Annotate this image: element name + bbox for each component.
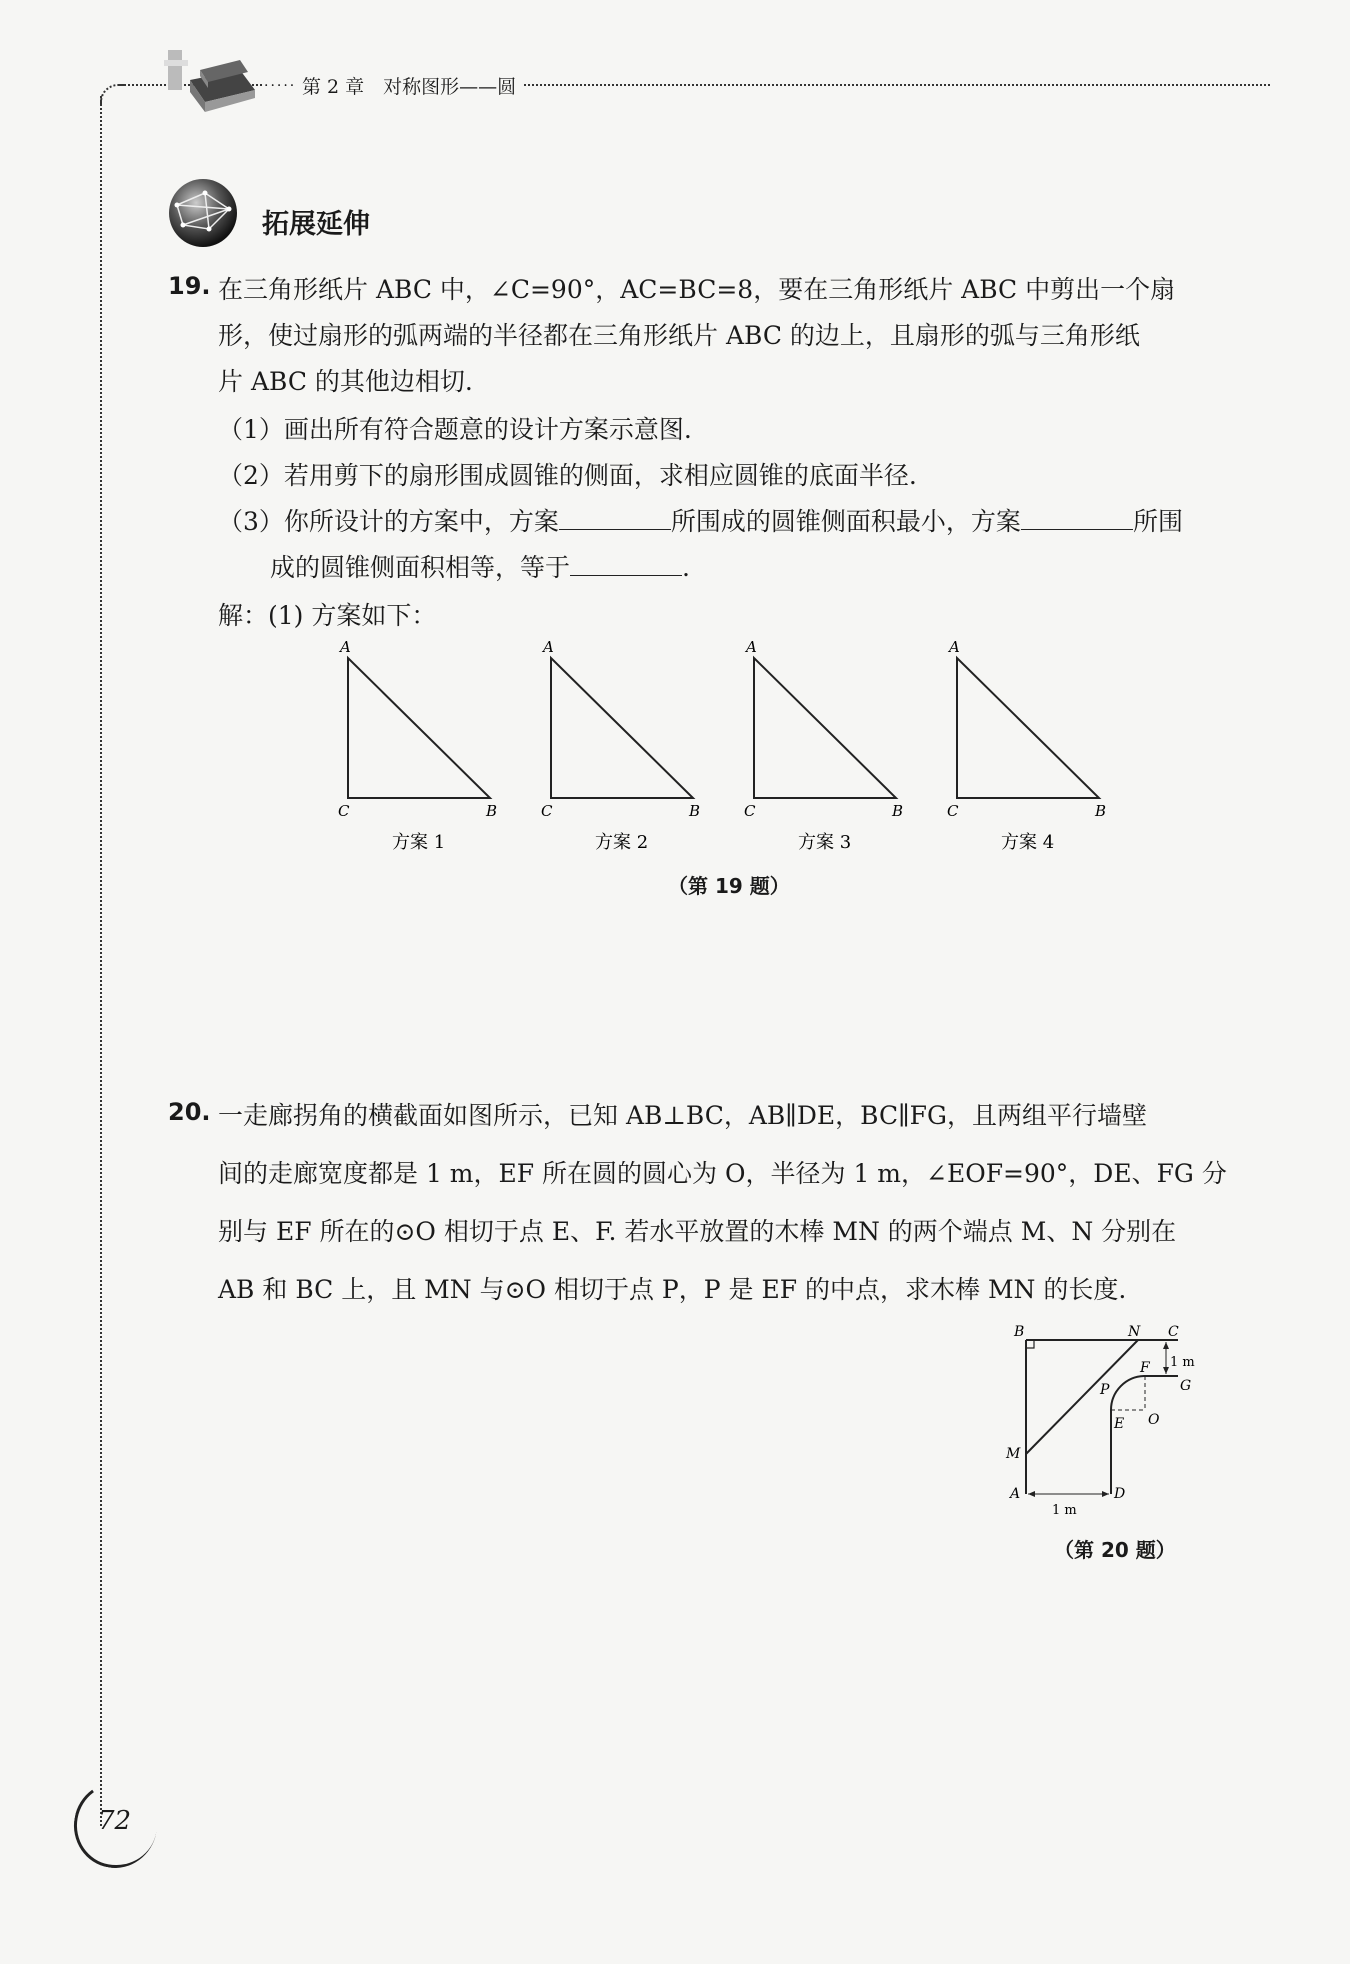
section-title: 拓展延伸 (262, 209, 370, 240)
q19-sub3-a: （3）你所设计的方案中，方案 (218, 507, 559, 536)
label-A-1: A (340, 638, 351, 656)
label-C-4: C (947, 802, 959, 820)
plan-2-triangle (541, 638, 700, 853)
q19-sub3-e: . (682, 553, 690, 582)
plan-1-triangle (338, 638, 497, 853)
q19-sub3-d: 成的圆锥侧面积相等，等于 (270, 553, 571, 582)
q19-number: 19. (168, 272, 211, 300)
label-B-1: B (486, 802, 498, 820)
q19-sub3-line1 (218, 502, 1183, 538)
q20-line-3: 别与 EF 所在的⊙O 相切于点 E、F. 若水平放置的木棒 MN 的两个端点 M、N 分别在 (218, 1217, 1177, 1246)
label-B-3: B (892, 802, 904, 820)
page-number: 72 (98, 1806, 132, 1836)
q19-line-2: 形，使过扇形的弧两端的半径都在三角形纸片 ABC 的边上，且扇形的弧与三角形纸 (218, 321, 1140, 350)
label-B-4: B (1095, 802, 1107, 820)
header-dots: ····· (264, 78, 297, 94)
plan-1-label: 方案 1 (392, 832, 446, 853)
plan-3-triangle (744, 638, 903, 853)
q19-blank-3[interactable] (570, 553, 682, 576)
label-B-2: B (689, 802, 701, 820)
fig20-label-B: B (1014, 1324, 1025, 1340)
q20-line-4: AB 和 BC 上，且 MN 与⊙O 相切于点 P，P 是 EF 的中点，求木棒 MN 的长度. (218, 1275, 1127, 1304)
left-dotted-rule (100, 96, 102, 1826)
fig20-label-E: E (1114, 1416, 1125, 1432)
q19-triangle-figures (330, 636, 1110, 866)
fig20-dim-right: 1 m (1170, 1355, 1195, 1370)
q19-line-1: 在三角形纸片 ABC 中，∠C=90°，AC=BC=8，要在三角形纸片 ABC 中剪出一个扇 (218, 275, 1176, 304)
q19-line-3: 片 ABC 的其他边相切. (218, 367, 473, 396)
q19-blank-2[interactable] (1021, 507, 1133, 530)
fig20-label-N: N (1128, 1324, 1141, 1340)
q19-sub1: （1）画出所有符合题意的设计方案示意图. (218, 415, 692, 444)
chapter-title: 第 2 章 对称图形——圆 (296, 72, 522, 99)
globe-icon (165, 175, 241, 251)
plan-3-label: 方案 3 (798, 832, 852, 853)
q20-line-2: 间的走廊宽度都是 1 m，EF 所在圆的圆心为 O，半径为 1 m，∠EOF=90°，DE、FG 分 (218, 1159, 1227, 1188)
fig20-label-P: P (1100, 1382, 1110, 1398)
q20-line-1: 一走廊拐角的横截面如图所示，已知 AB⊥BC，AB∥DE，BC∥FG，且两组平行墙壁 (218, 1101, 1147, 1130)
q20-number: 20. (168, 1098, 211, 1126)
q19-sub3-c: 所围 (1132, 507, 1183, 536)
fig20-label-M: M (1006, 1446, 1021, 1462)
plan-4-triangle (947, 638, 1106, 853)
q19-sub3-b: 所围成的圆锥侧面积最小，方案 (670, 507, 1021, 536)
label-A-2: A (543, 638, 554, 656)
q19-solution: 解：(1) 方案如下： (218, 601, 437, 630)
plan-4-label: 方案 4 (1001, 832, 1055, 853)
fig20-label-O: O (1148, 1412, 1160, 1428)
label-C-3: C (744, 802, 756, 820)
q20-caption: （第 20 题） (1054, 1538, 1176, 1562)
q19-sub2: （2）若用剪下的扇形围成圆锥的侧面，求相应圆锥的底面半径. (218, 461, 917, 490)
fig20-label-D: D (1114, 1486, 1126, 1502)
fig20-dim-bottom: 1 m (1052, 1503, 1077, 1518)
plan-2-label: 方案 2 (595, 832, 649, 853)
header-corner-border (100, 84, 126, 104)
q19-caption: （第 19 题） (668, 874, 790, 898)
fig20-label-A: A (1010, 1486, 1021, 1502)
label-C-2: C (541, 802, 553, 820)
books-logo-icon (160, 40, 260, 120)
fig20-label-F: F (1140, 1360, 1150, 1376)
q19-sub3-line2 (270, 548, 690, 584)
label-A-3: A (746, 638, 757, 656)
q19-blank-1[interactable] (559, 507, 671, 530)
label-A-4: A (949, 638, 960, 656)
fig20-label-G: G (1180, 1378, 1192, 1394)
label-C-1: C (338, 802, 350, 820)
q20-corridor-figure (1000, 1318, 1220, 1518)
fig20-label-C: C (1168, 1324, 1179, 1340)
